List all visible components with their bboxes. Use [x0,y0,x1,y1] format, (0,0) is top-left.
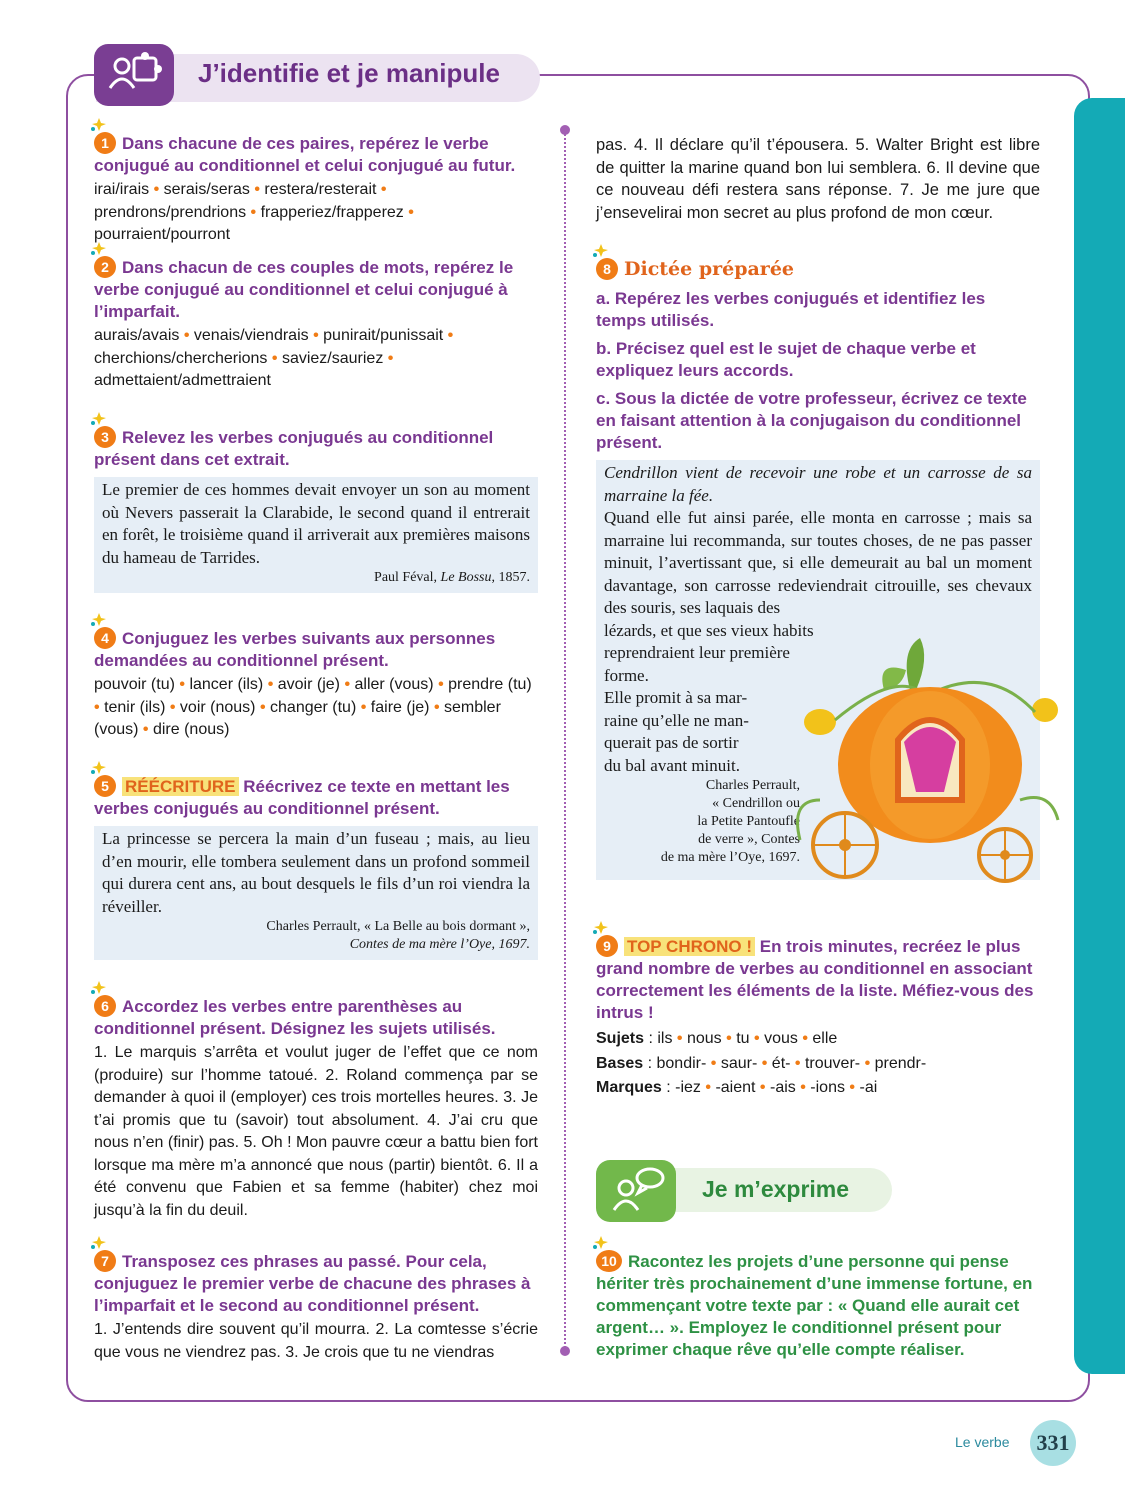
quote-block: Le premier de ces hommes devait envoyer un son au moment où Nevers passerait la Clarabide, le second quand il entrerait en forêt, le troisième quand il arriverait aux premières maisons du hameau de Tarrides. Paul Féval, Le Bossu, 1857. [94,477,538,593]
sparkle-icon [90,242,108,256]
quote-block: La princesse se percera la main d’un fuseau ; mais, au lieu d’en mourir, elle tombera seulement dans un profond sommeil qui durera cent ans, au bout desquels le fils d’un roi viendra la réveiller. Charles Perrault, « La Belle au bois dormant », Contes de ma mère l’Oye, 1697. [94,826,538,960]
quote-source: Charles Perrault, « Cendrillon ou la Petite Pantoufle de verre », Contes de ma mère l’Oye, 1697. [660,778,800,865]
speech-bubble-people-icon [596,1160,676,1222]
sparkle-icon [90,613,108,627]
exercise-question: 2 Dans chacun de ces couples de mots, repérez le verbe conjugué au conditionnel et celui conjugué à l’imparfait. [94,256,538,323]
sujets-line: Sujets : ils • nous • tu • vous • elle [596,1030,838,1047]
exercise-text: 1. Le marquis s’arrêta et voulut juger de l’effet que ce nom (produire) sur l’homme tatoué. 2. Roland commença par se demander à quoi il (employer) ces trois mortelles heures. 3. Je t’ai promis que tu (savoir) tout absolument. 4. J’ai cru que nous n’en (finir) pas. 5. Oh ! Mon pauvre cœur a battu bien fort lorsque ma mère m’a annoncé que nous (partir) bientôt. 6. Il a été convenu que Fabien et sa femme (habiter) chez moi jusqu’à la fin du deuil. [94,1044,538,1219]
exercise-number: 9 [596,935,618,957]
quote-narrow-text: lézards, et que ses vieux habits reprendraient leur première forme. Elle promit à sa mar- raine qu’elle ne man- querait pas de sortir du bal avant minuit. [604,620,814,775]
chapter-label: Le verbe [955,1434,1010,1450]
column-divider [564,130,567,1352]
exercise-question: 7 Transposez ces phrases au passé. Pour cela, conjuguez le premier verbe de chacune des phrases à l’imparfait et le second au conditionnel présent. [94,1250,538,1317]
exercise-items: irai/irais • serais/seras • restera/resterait • prendrons/prendrions • frapperiez/frapperez • pourraient/pourront [94,181,414,243]
pumpkin-carriage-illustration [780,630,1060,890]
exercise-number: 7 [94,1250,116,1272]
exercise-items: pouvoir (tu) • lancer (ils) • avoir (je) • aller (vous) • prendre (tu) • tenir (ils) • voir (nous) • changer (tu) • faire (je) • sembler (vous) • dire (nous) [94,676,532,738]
exercise-number: 6 [94,995,116,1017]
sparkle-icon [90,412,108,426]
exercise-5 [94,775,538,960]
bases-line: Bases : bondir- • saur- • ét- • trouver- • prendr- [596,1054,927,1072]
exercise-question: 5 RÉÉCRITURE Réécrivez ce texte en mettant les verbes conjugués au conditionnel présent. [94,775,538,820]
divider-dot-bottom [560,1346,570,1356]
exercise-question: 4 Conjuguez les verbes suivants aux personnes demandées au conditionnel présent. [94,627,538,672]
exercise-question: 1 Dans chacune de ces paires, repérez le verbe conjugué au conditionnel et celui conjugué au futur. [94,132,538,177]
exercise-number: 10 [596,1250,622,1272]
marques-line: Marques : -iez • -aient • -ais • -ions • -ai [596,1079,878,1096]
sparkle-icon [90,981,108,995]
exercise-number: 8 [596,258,618,280]
exercise-number: 4 [94,627,116,649]
exercise-7 [94,1250,538,1364]
sparkle-icon [90,761,108,775]
exercise-9 [596,935,1040,1100]
exercise-number: 5 [94,775,116,797]
exercise-question: 9 TOP CHRONO ! En trois minutes, recréez le plus grand nombre de verbes au conditionnel en associant correctement les éléments de la liste. Méfiez-vous des intrus ! [596,935,1040,1024]
puzzle-people-icon [94,44,174,106]
exercise-question: 10 Racontez les projets d’une personne qui pense hériter très prochainement d’une immense fortune, en commençant votre texte par : « Quand elle aurait cet argent… ». Employez le conditionnel présent pour exprimer chaque rêve qu’elle compte réaliser. [596,1250,1040,1361]
divider-dot-top [560,125,570,135]
chapter-tab [1074,98,1125,1374]
exercise-2 [94,256,538,393]
rewrite-tag: RÉÉCRITURE [122,777,239,796]
exercise-number: 1 [94,132,116,154]
sparkle-icon [592,921,610,935]
sparkle-icon [592,244,610,258]
exercise-text: 1. J’entends dire souvent qu’il mourra. 2. La comtesse s’écrie que vous ne viendrez pas. 3. Je crois que tu ne viendras [94,1321,538,1361]
section-title: J’identifie et je manipule [198,58,500,88]
dictee-step-c: c. Sous la dictée de votre professeur, écrivez ce texte en faisant attention à la conjugaison du conditionnel présent. [596,389,1027,452]
exercise-7-continued [596,132,1040,224]
sparkle-icon [90,1236,108,1250]
top-chrono-tag: TOP CHRONO ! [624,937,755,956]
quote-source: Paul Féval, Le Bossu, 1857. [374,570,530,585]
quote-source-line2: Contes de ma mère l’Oye, 1697. [349,937,530,952]
exercise-items: aurais/avais • venais/viendrais • punirait/punissait • cherchions/chercherions • saviez/sauriez • admettaient/admettraient [94,327,454,389]
quote-block: Cendrillon vient de recevoir une robe et un carrosse de sa marraine la fée. Quand elle fut ainsi parée, elle monta en carrosse ; mais sa marraine lui recommanda, sur toutes choses, de ne pas passer minuit, l’avertissant que, si elle demeurait au bal un moment davantage, son carrosse redeviendrait citrouille, ses chevaux des souris, ses laquais des lézards, et que ses vieux habits reprendraient leur première forme. Elle promit à sa mar- raine qu’elle ne man- querait pas de sortir du bal avant minuit. Charles Perrault, « Cendrillon ou la Petite Pantoufle de verre », Contes de ma mère l’Oye, 1697. [596,460,1040,880]
exercise-1 [94,132,538,247]
exercise-6 [94,995,538,1222]
exercise-10 [596,1250,1040,1361]
sparkle-icon [90,118,108,132]
exercise-question: 3 Relevez les verbes conjugués au conditionnel présent dans cet extrait. [94,426,538,471]
exercise-text-continued: pas. 4. Il déclare qu’il t’épousera. 5. Walter Bright est libre de quitter la marine quand bon lui semblera. 6. Il devine que ce nouveau défi restera sans réponse. 7. Je me jure que j’ensevelirai mon secret au plus profond de mon cœur. [596,136,1040,222]
exercise-4 [94,627,538,742]
dictee-step-a: a. Repérez les verbes conjugués et identifiez les temps utilisés. [596,289,986,330]
exercise-number: 2 [94,256,116,278]
expression-title: Je m’exprime [702,1176,850,1202]
quote-source: Charles Perrault, « La Belle au bois dormant », [266,919,530,934]
dictee-step-b: b. Précisez quel est le sujet de chaque verbe et expliquez leurs accords. [596,339,976,380]
exercise-question: 6 Accordez les verbes entre parenthèses au conditionnel présent. Désignez les sujets utilisés. [94,995,538,1040]
exercise-3 [94,426,538,593]
sparkle-icon [592,1236,610,1250]
dictee-heading: 8 Dictée préparée [596,258,1040,280]
exercise-number: 3 [94,426,116,448]
page-number: 331 [1030,1420,1076,1466]
